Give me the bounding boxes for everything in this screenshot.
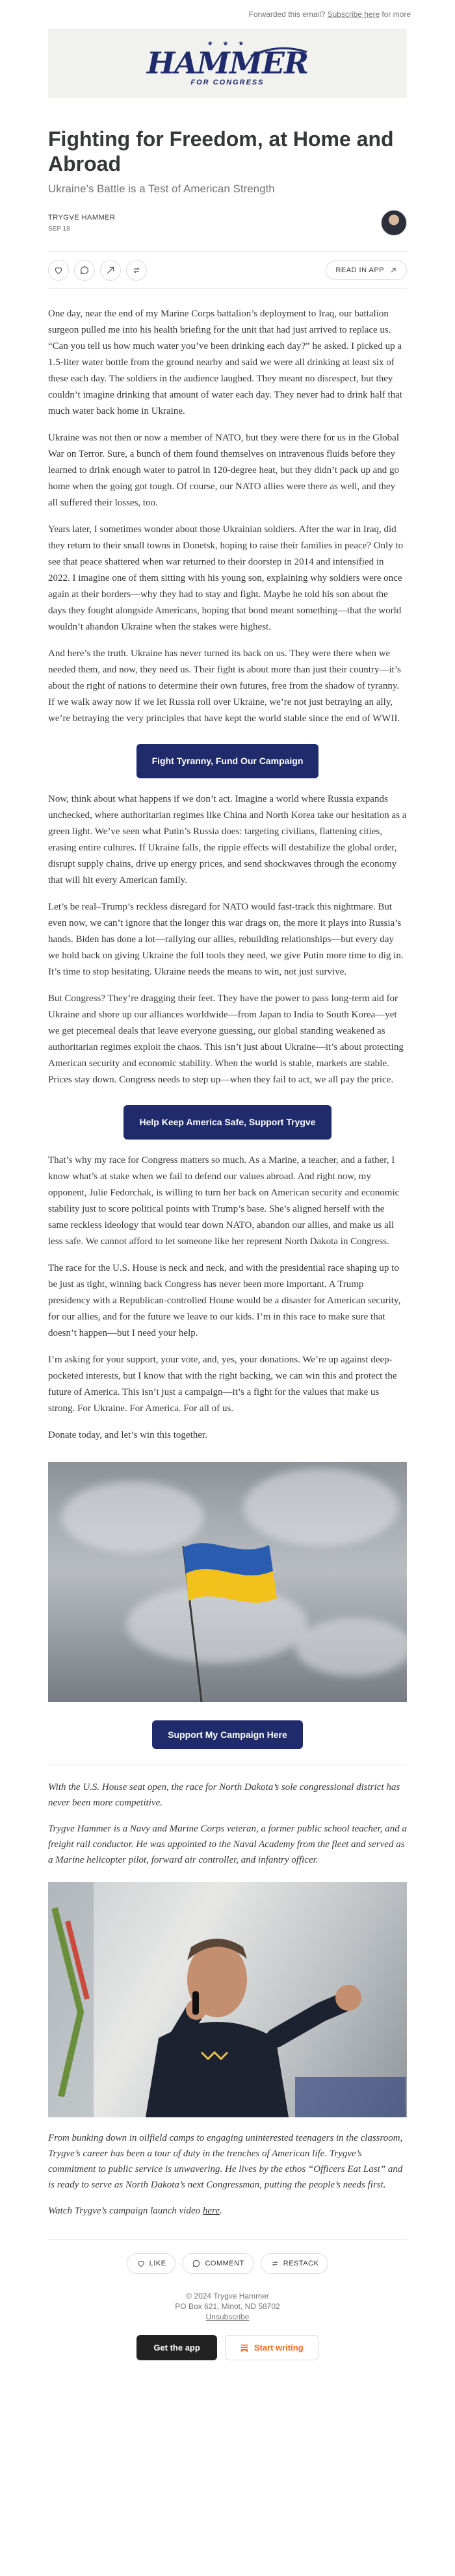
logo-swoosh-icon <box>250 45 308 58</box>
candidate-figure-icon <box>48 1882 407 2117</box>
paragraph: I’m asking for your support, your vote, and, yes, your donations. We’re up against deep-pocketed interests, but I know that with the right backing, we can win this and protect the future of America. This isn’t just a campaign—it’s a fight for the values that make us strong. For Ukraine. For America. For all of us. <box>48 1355 397 1414</box>
post-body <box>48 306 407 1444</box>
candidate-story: From bunking down in oilfield camps to engaging uninterested teenagers in the classroom, Trygve’s career has been a tour of duty in the trenches of American life. Trygve’s commitment to public service is unwavering. He lives by the ethos “Officers Eat Last” and is ready to serve as North Dakota’s next Congressman, putting the people’s needs first. <box>48 2133 403 2190</box>
post-title[interactable]: Fighting for Freedom, at Home and Abroad <box>48 127 394 175</box>
subscribe-link[interactable]: Subscribe here <box>327 10 380 19</box>
restack-icon <box>270 2259 280 2268</box>
closing-intro: With the U.S. House seat open, the race for North Dakota’s sole congressional district has never been more competitive. <box>48 1782 400 1808</box>
author-name[interactable]: TRYGVE HAMMER <box>48 213 116 222</box>
heart-icon <box>53 265 64 275</box>
post-subtitle: Ukraine's Battle is a Test of American Strength <box>48 183 275 195</box>
paragraph: Ukraine was not then or now a member of NATO, but they were there for us in the Global War on Terror. Sure, a bunch of them found themselves on intravenous fluids before they learned to drink enough water to patrol in 120-degree heat, but they didn’t pack up and go home when the going got tough. Of course, our NATO allies were there as well, and they all suffered their losses, too. <box>48 433 399 508</box>
start-writing-button[interactable] <box>225 2335 318 2360</box>
footer-restack-button[interactable] <box>261 2253 329 2274</box>
candidate-speaking-photo[interactable] <box>48 1882 407 2117</box>
forward-note-text: Forwarded this email? <box>248 10 326 19</box>
substack-logo-icon <box>240 2343 249 2353</box>
start-writing-label: Start writing <box>254 2343 304 2353</box>
campaign-logo-banner[interactable] <box>48 29 407 98</box>
restack-label: RESTACK <box>283 2260 319 2267</box>
paragraph: Donate today, and let’s win this together. <box>48 1430 207 1440</box>
share-icon <box>105 265 116 275</box>
mailing-address: PO Box 621, Minot, ND 58702 <box>175 2302 280 2311</box>
launch-video-text: Watch Trygve’s campaign launch video <box>48 2206 203 2216</box>
fund-campaign-button[interactable]: Fight Tyranny, Fund Our Campaign <box>136 744 319 778</box>
comment-button[interactable] <box>74 260 95 281</box>
footer-like-button[interactable] <box>127 2253 176 2274</box>
share-button[interactable] <box>100 260 121 281</box>
paragraph: One day, near the end of my Marine Corps battalion’s deployment to Iraq, our battalion surgeon pulled me into his health briefing for the unit that had just arrived to replace us. “Can you tell us how much water you’ve been drinking each day?” he asked. I picked up a 1.5-liter water bottle from the ground nearby and said we were all drinking at least six of these each day. The soldiers in the audience laughed. They meant no disrespect, but they couldn’t imagine drinking that amount of water each day. They never had to drink half that much water back home in Ukraine. <box>48 309 402 416</box>
post-action-bar <box>48 251 407 289</box>
comment-label: COMMENT <box>205 2260 244 2267</box>
like-button[interactable] <box>48 260 69 281</box>
paragraph: Years later, I sometimes wonder about those Ukrainian soldiers. After the war in Iraq, did they return to their small towns in Donetsk, hoping to raise their families in peace? Only to see that peace shattered when war returned to their doorstep in 2014 and intensified in 2022. I imagine one of them sitting with his young son, explaining why soldiers were once again at their borders—why they had to stay and fight. Maybe he told his son about the days they fought alongside Americans, hoping that bond meant something—that the world wouldn’t abandon Ukraine when the stakes were highest. <box>48 524 404 632</box>
paragraph: But Congress? They’re dragging their feet. They have the power to pass long-term aid for Ukraine and shore up our alliances worldwide—from Japan to India to South Korea—yet we get piecemeal deals that leave everyone guessing, our global standing weakened as authoritarian regimes exploit the chaos. This isn’t just about Ukraine—it’s about protecting American security and economic stability. When the world is stable, markets are stable. Prices stay down. Congress needs to step up—when they fail to act, we all pay the price. <box>48 993 404 1085</box>
forward-note-suffix: for more <box>382 10 411 19</box>
flag-icon <box>48 1462 407 1702</box>
launch-video-link[interactable]: here <box>202 2206 220 2216</box>
paragraph: And here’s the truth. Ukraine has never turned its back on us. They were there when we needed them, and now, they need us. Their fight is about more than just their country—it’s about the right of nations to determine their own futures, free from the shadow of tyranny. If we walk away now if we let Russia roll over Ukraine, we’re not just betraying an ally, we’re betraying the very principles that have kept the world stable since the end of WWII. <box>48 648 401 724</box>
logo-name: HAMMER <box>146 45 309 81</box>
like-label: LIKE <box>149 2260 166 2267</box>
footer-comment-button[interactable] <box>182 2253 254 2274</box>
support-trygve-button[interactable]: Help Keep America Safe, Support Trygve <box>124 1105 331 1140</box>
logo-stars: ★ ★ ★ <box>207 40 248 47</box>
forward-note <box>0 0 455 29</box>
restack-button[interactable] <box>126 260 147 281</box>
launch-video-period: . <box>220 2206 222 2216</box>
footer-buttons <box>48 2335 407 2373</box>
logo-subtitle: FOR CONGRESS <box>190 79 265 86</box>
get-app-button[interactable]: Get the app <box>136 2335 217 2360</box>
copyright: © 2024 Trygve Hammer <box>186 2291 269 2301</box>
read-in-app-label: READ IN APP <box>335 266 384 274</box>
author-avatar[interactable] <box>381 210 407 236</box>
paragraph: Let’s be real–Trump’s reckless disregard for NATO would fast-track this nightmare. But even now, we can’t ignore that the longer this war drags on, the more it plays into Russia’s hands. Biden has done a lot—rallying our allies, rebuilding relationships—but every day we hold back on giving Ukraine the full tools they need, we give Putin more time to dig in. It’s time to stop hesitating. Ukraine needs the means to win, not just survive. <box>48 902 404 977</box>
launch-video-line <box>48 2203 407 2219</box>
paragraph: The race for the U.S. House is neck and neck, and with the presidential race shaping up to be just as tight, winning back Congress has never been more important. A Trump presidency with a Republican-controlled House would be a disaster for American security, for our allies, and for the future we leave to our kids. I’m in this race to make sure that doesn’t happen—but I need your help. <box>48 1263 401 1338</box>
comment-icon <box>79 265 90 275</box>
restack-icon <box>131 265 142 275</box>
comment-icon <box>192 2259 201 2268</box>
candidate-bio: Trygve Hammer is a Navy and Marine Corps veteran, a former public school teacher, and a freight rail conductor. He was appointed to the Naval Academy from the fleet and served as a Marine helicopter pilot, forward air controller, and infantry officer. <box>48 1824 408 1865</box>
footer-action-bar <box>48 2239 407 2274</box>
byline <box>48 210 407 236</box>
support-campaign-button[interactable]: Support My Campaign Here <box>152 1720 303 1749</box>
paragraph: That’s why my race for Congress matters so much. As a Marine, a teacher, and a father, I know what’s at stake when we fail to defend our values abroad. And right now, my opponent, Julie Fedorchak, is willing to turn her back on American security and economic stability just to score political points with Trump’s base. She’s aligned herself with the same reckless ideology that would tear down NATO, abandon our allies, and make us all less safe. We cannot afford to let someone like her represent North Dakota in Congress. <box>48 1155 400 1247</box>
unsubscribe-link[interactable]: Unsubscribe <box>205 2312 250 2321</box>
ukraine-flag-photo[interactable] <box>48 1462 407 1702</box>
read-in-app-button[interactable] <box>326 261 407 280</box>
footer-address <box>48 2291 407 2322</box>
post-date: SEP 18 <box>48 225 70 233</box>
arrow-up-right-icon <box>389 266 397 274</box>
heart-icon <box>136 2259 146 2268</box>
paragraph: Now, think about what happens if we don’t act. Imagine a world where Russia expands unchecked, where authoritarian regimes like China and North Korea take our hesitation as a green light. We’ve seen what Putin’s Russia does: targeting civilians, flattening cities, erasing entire cultures. If Ukraine falls, the ripple effects will destabilize the global order, disrupt supply chains, drive up energy prices, and send shockwaves through the economy that will hit every American family. <box>48 794 407 886</box>
